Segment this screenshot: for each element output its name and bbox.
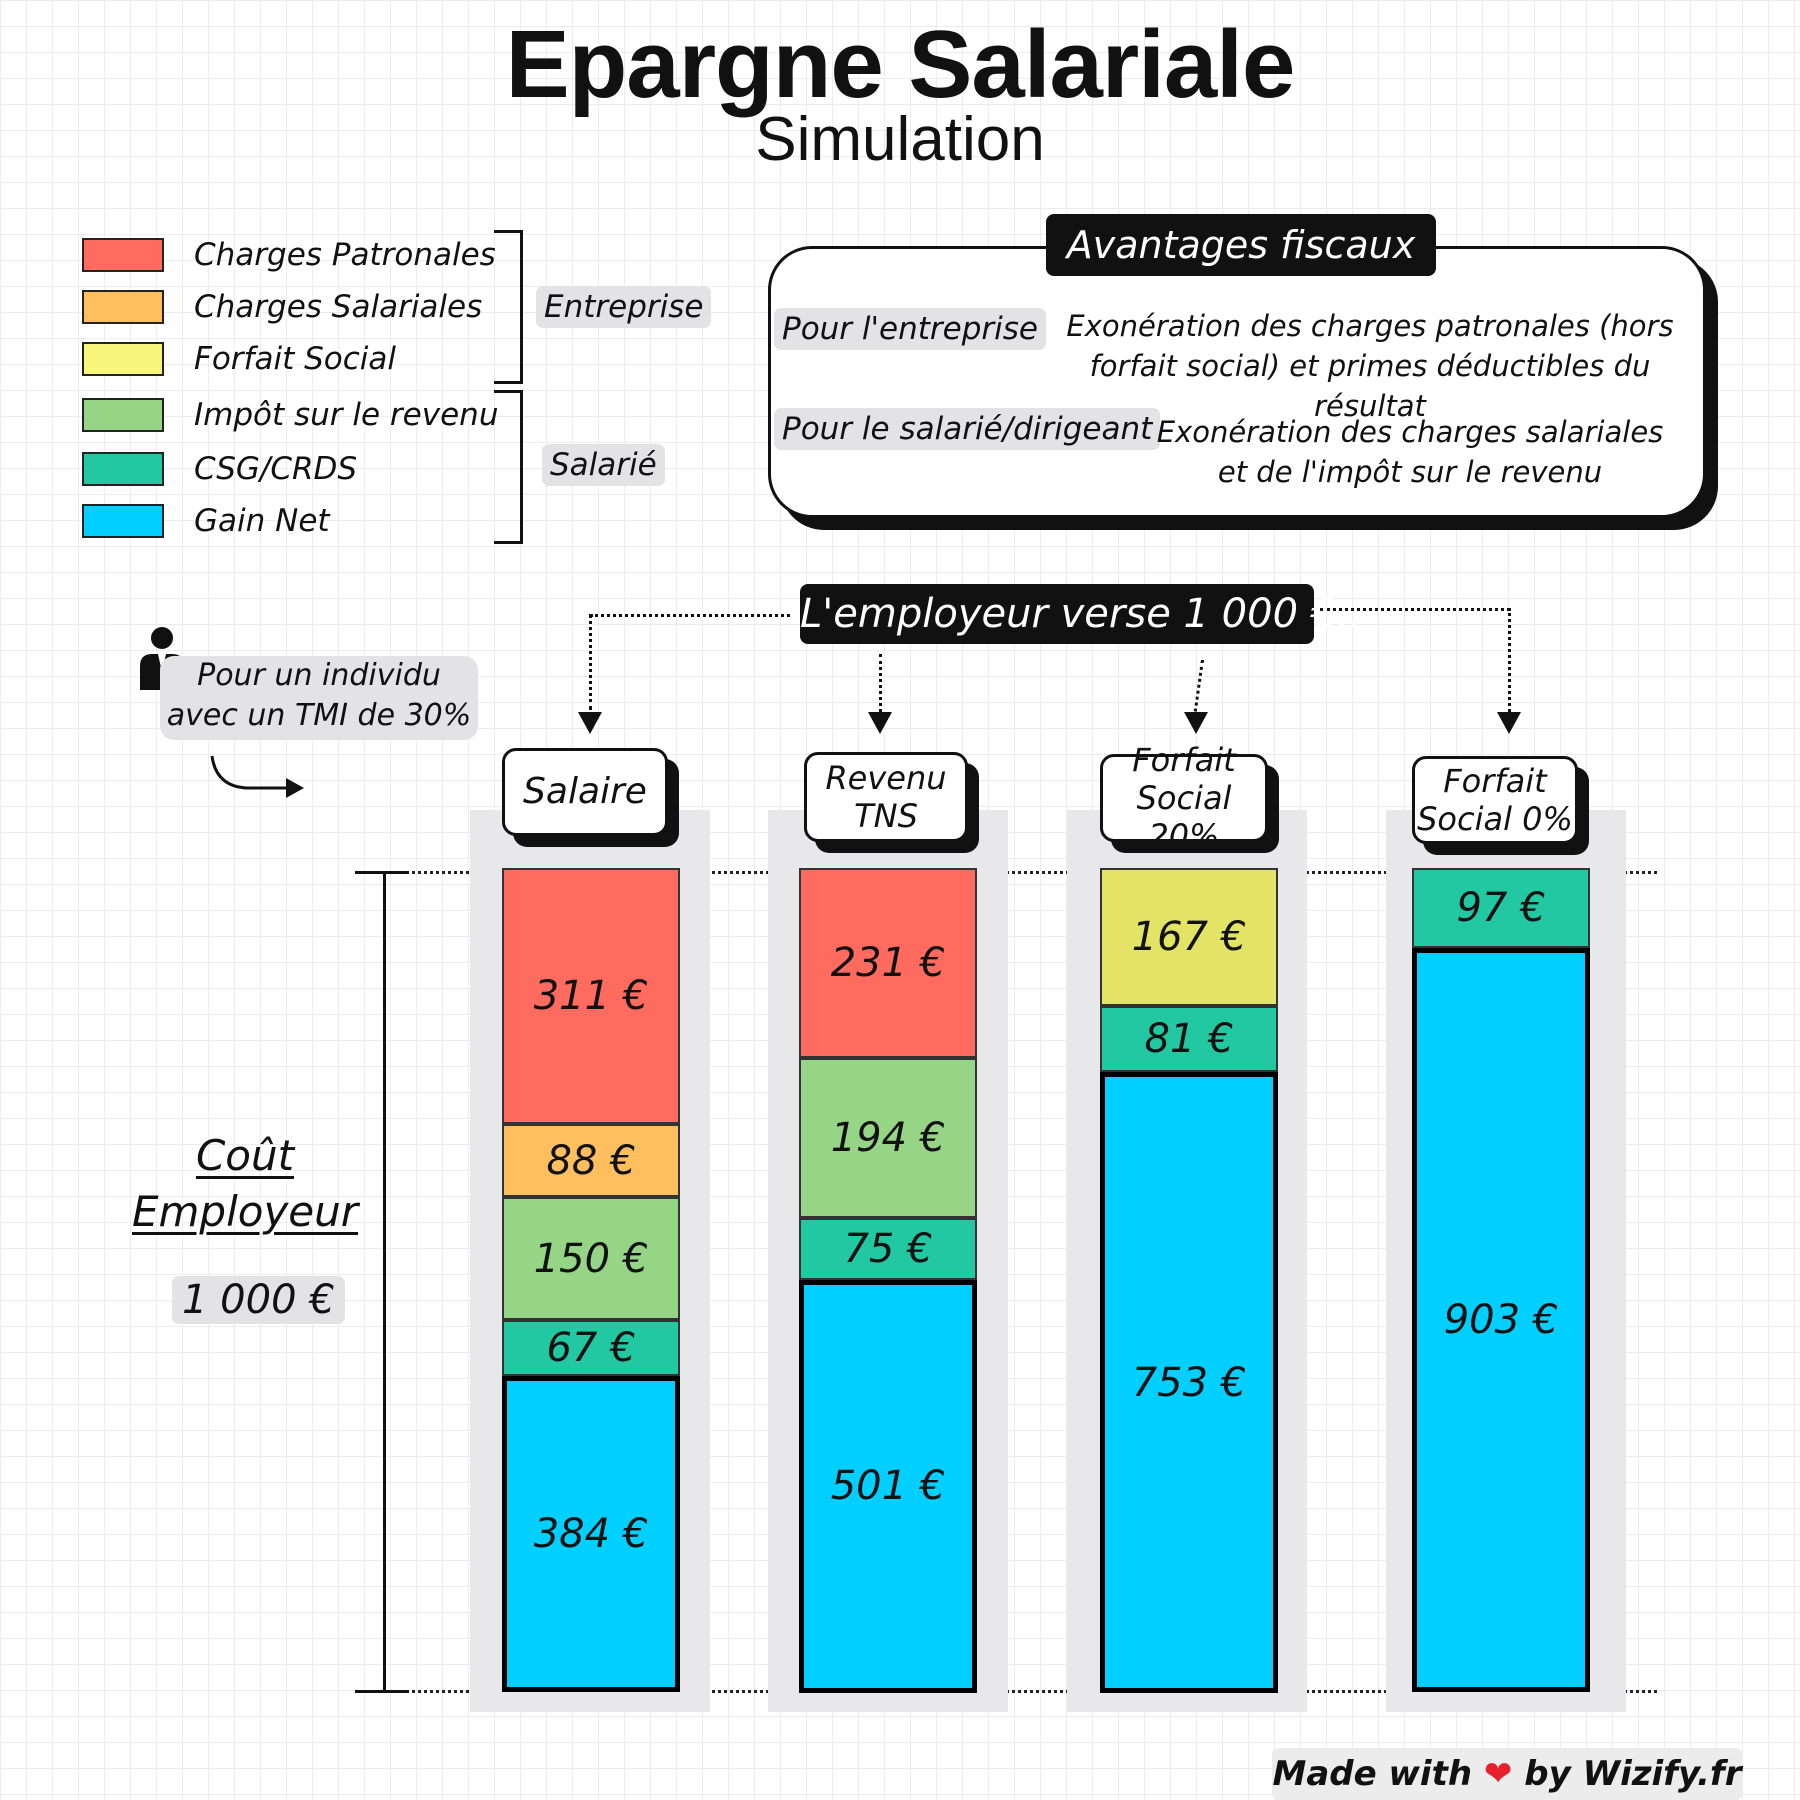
arrow-down-icon [1184,712,1208,734]
legend-swatch [82,504,164,538]
legend-label: Forfait Social [194,341,396,377]
connector-tns [879,654,882,712]
arrow-down-icon [868,712,892,734]
arrow-down-icon [1497,712,1521,734]
advantage-text-salarie: Exonération des charges salariales et de l'impôt sur le revenu [1156,415,1664,489]
column-header-forfait-social-20: Forfait Social 20% [1100,754,1268,842]
advantage-who-salarie: Pour le salarié/dirigeant [774,408,1160,450]
advantages-title: Avantages fiscaux [1046,214,1436,276]
bar-forfait-social-20 [1100,868,1278,1692]
bar-segment-gain-net: 501 € [799,1280,977,1693]
bar-segment-charges-patronales: 311 € [502,868,680,1124]
legend-label: Charges Salariales [194,289,483,325]
cost-label-line2: Employeur [131,1187,359,1236]
heart-icon: ❤ [1483,1754,1513,1794]
legend-swatch [82,398,164,432]
advantage-who-entreprise: Pour l'entreprise [774,308,1046,350]
legend-label: Impôt sur le revenu [194,397,499,433]
axis-tick-bottom [355,1690,409,1693]
cost-label [120,1128,370,1240]
bar-segment-gain-net: 903 € [1412,948,1590,1692]
connector-left [590,614,790,617]
legend-swatch [82,290,164,324]
bar-segment-imp-t-sur-le-revenu: 194 € [799,1058,977,1218]
bar-segment-csg-crds: 97 € [1412,868,1590,948]
group-label-salarie: Salarié [542,444,665,486]
individual-note: Pour un individu avec un TMI de 30% [166,658,472,733]
bracket-salarie [494,390,523,544]
connector-right [1320,608,1510,611]
legend-swatch [82,238,164,272]
connector-salaire [589,614,592,710]
bar-segment-charges-salariales: 88 € [502,1124,680,1197]
footer-prefix: Made with [1272,1754,1473,1794]
footer-credit [1272,1748,1742,1800]
bar-segment-gain-net: 384 € [502,1376,680,1692]
connector-fs20 [1194,660,1204,712]
bracket-entreprise [494,230,523,384]
column-header-forfait-social-0: Forfait Social 0% [1412,756,1578,844]
bar-segment-csg-crds: 75 € [799,1218,977,1280]
legend-swatch [82,342,164,376]
bar-forfait-social-0 [1412,868,1590,1692]
curved-arrow-icon [206,752,306,802]
footer-suffix: by Wizify.fr [1524,1754,1742,1794]
bar-revenu-tns [799,868,977,1692]
bar-segment-forfait-social: 167 € [1100,868,1278,1006]
group-label-entreprise: Entreprise [536,286,711,328]
column-header-salaire: Salaire [502,748,668,836]
legend-label: Charges Patronales [194,237,496,273]
arrow-down-icon [578,712,602,734]
column-header-revenu-tns: Revenu TNS [804,752,968,842]
bar-segment-csg-crds: 67 € [502,1320,680,1375]
employer-note: L'employeur verse 1 000 €.. [800,584,1314,644]
bar-segment-charges-patronales: 231 € [799,868,977,1058]
page-subtitle: Simulation [755,105,1045,174]
legend-label: Gain Net [194,503,330,539]
bar-segment-csg-crds: 81 € [1100,1006,1278,1073]
legend-label: CSG/CRDS [194,451,358,487]
bar-segment-imp-t-sur-le-revenu: 150 € [502,1197,680,1321]
cost-axis [383,872,386,1692]
bar-segment-gain-net: 753 € [1100,1072,1278,1692]
axis-tick-top [355,871,409,874]
connector-fs0 [1508,608,1511,712]
page-title: Epargne Salariale [505,11,1295,118]
bar-salaire [502,868,680,1692]
advantage-text-entreprise: Exonération des charges patronales (hors forfait social) et primes déductibles du résultat [1066,309,1674,423]
cost-label-line1: Coût [195,1131,295,1180]
legend-swatch [82,452,164,486]
cost-value: 1 000 € [172,1276,345,1324]
